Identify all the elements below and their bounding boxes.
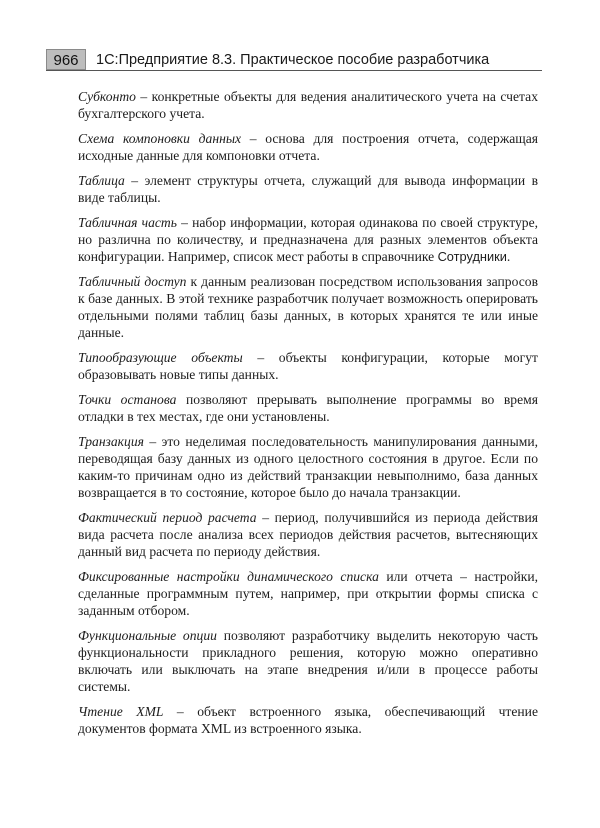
glossary-term: Функциональные опции [78,628,217,643]
running-title: 1С:Предприятие 8.3. Практическое пособие разработчика [96,52,490,68]
glossary-definition: – набор информации, которая одинакова по своей структуре, но различна по количеству, и предназначена для разных элементов объекта конфигурации. Например, список мест работы в справочнике [78,215,539,264]
glossary-entry [78,433,538,501]
page-header [46,49,542,71]
glossary-definition: – это неделимая последовательность манипулирования данными, переводящая базу данных из одного целостного состояния в другое. Если по каким-то причинам одно из действий транзакции невыполнимо, база данных возвращается в то состояние, которое было до начала транзакции. [78,434,538,500]
glossary-definition: к данным реализован посредством использования запросов к базе данных. В этой технике разработчик получает возможность оперировать отдельными полями таблиц базы данных, в которых хранятся те или иные данные. [78,274,538,340]
glossary-definition: или отчета – настройки, сделанные программным путем, например, при открытии формы списка с заданным отбором. [78,569,539,618]
glossary-entry [78,509,538,560]
glossary-term: Транзакция [78,434,144,449]
glossary-term: Фиксированные настройки динамического списка [78,569,379,584]
glossary-definition-tail: . [506,249,511,264]
glossary-definition: – конкретные объекты для ведения аналитического учета на счетах бухгалтерского учета. [78,89,538,121]
glossary-definition: позволяют прерывать выполнение программы во время отладки в тех местах, где они установлены. [78,392,538,424]
header-rule [46,70,542,71]
glossary-entry [78,627,538,695]
glossary-term: Схема компоновки данных [78,131,242,146]
glossary-definition: – основа для построения отчета, содержащая исходные данные для компоновки отчета. [78,131,538,163]
glossary-entry [78,214,538,265]
glossary-term: Типообразующие объекты [78,350,243,365]
glossary-term: Субконто [78,89,136,104]
glossary-definition: позволяют разработчику выделить некоторую часть функциональности прикладного решения, которую можно оперативно включать или выключать на этапе внедрения и/или в процессе работы системы. [78,628,538,694]
glossary-entry [78,391,538,425]
glossary-entry [78,568,538,619]
glossary-content [78,88,538,745]
glossary-entry [78,172,538,206]
object-name: Сотрудники [437,249,507,264]
glossary-entry [78,349,538,383]
glossary-definition: – период, получившийся из периода действия вида расчета после анализа всех периодов действия расчетов, вытесняющих данный вид расчета по периоду действия. [78,510,538,559]
glossary-term: Табличная часть [78,215,177,230]
glossary-term: Таблица [78,173,125,188]
glossary-definition: – элемент структуры отчета, служащий для вывода информации в виде таблицы. [78,173,538,205]
page-number: 966 [46,49,86,70]
glossary-term: Чтение XML [78,704,164,719]
glossary-entry [78,130,538,164]
glossary-entry [78,273,538,341]
glossary-entry [78,703,538,737]
glossary-entry [78,88,538,122]
glossary-term: Табличный доступ [78,274,187,289]
glossary-definition: – объекты конфигурации, которые могут образовывать новые типы данных. [78,350,538,382]
glossary-term: Фактический период расчета [78,510,257,525]
glossary-definition: – объект встроенного языка, обеспечивающий чтение документов формата XML из встроенного языка. [78,704,538,736]
glossary-term: Точки останова [78,392,177,407]
